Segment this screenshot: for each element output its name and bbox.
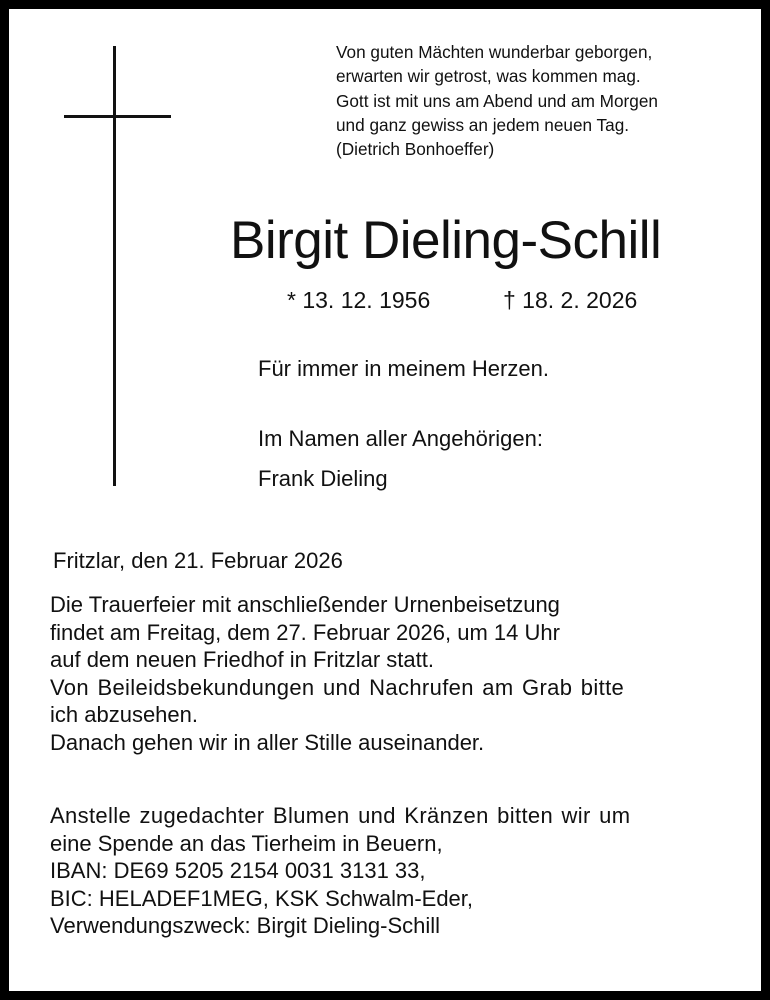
cross-horizontal-bar: [64, 115, 171, 118]
poem-line: Gott ist mit uns am Abend und am Morgen: [336, 90, 658, 111]
donation-line: Anstelle zugedachter Blumen und Kränzen bitten wir um: [50, 803, 631, 828]
bic-line: BIC: HELADEF1MEG, KSK Schwalm-Eder,: [50, 885, 474, 911]
signer-name: Frank Dieling: [258, 466, 388, 491]
ceremony-line: auf dem neuen Friedhof in Fritzlar statt.: [50, 647, 434, 673]
signature-intro: Im Namen aller Angehörigen:: [258, 426, 543, 451]
donation-info: [50, 802, 630, 940]
bonhoeffer-poem: [336, 40, 658, 161]
death-date: † 18. 2. 2026: [503, 287, 638, 313]
ceremony-line: Die Trauerfeier mit anschließender Urnenbeisetzung: [50, 592, 560, 617]
birth-date: * 13. 12. 1956: [287, 287, 431, 313]
ceremony-line: ich abzusehen.: [50, 702, 198, 728]
ceremony-line: Von Beileidsbekundungen und Nachrufen am Grab bitte: [50, 674, 625, 700]
place-and-date: Fritzlar, den 21. Februar 2026: [53, 548, 343, 573]
reference-line: Verwendungszweck: Birgit Dieling-Schill: [50, 913, 441, 939]
dedication-text: Für immer in meinem Herzen.: [258, 356, 549, 381]
deceased-name: Birgit Dieling-Schill: [230, 211, 662, 270]
cross-vertical-bar: [113, 46, 116, 486]
poem-line: erwarten wir getrost, was kommen mag.: [336, 66, 641, 87]
poem-line: Von guten Mächten wunderbar geborgen,: [336, 42, 653, 62]
iban-line: IBAN: DE69 5205 2154 0031 3131 33,: [50, 858, 426, 884]
ceremony-line: Danach gehen wir in aller Stille auseinander.: [50, 729, 485, 755]
poem-attribution: (Dietrich Bonhoeffer): [336, 139, 495, 160]
donation-line: eine Spende an das Tierheim in Beuern,: [50, 830, 443, 856]
ceremony-info: [50, 591, 624, 757]
ceremony-line: findet am Freitag, dem 27. Februar 2026, um 14 Uhr: [50, 619, 560, 645]
poem-line: und ganz gewiss an jedem neuen Tag.: [336, 114, 630, 135]
